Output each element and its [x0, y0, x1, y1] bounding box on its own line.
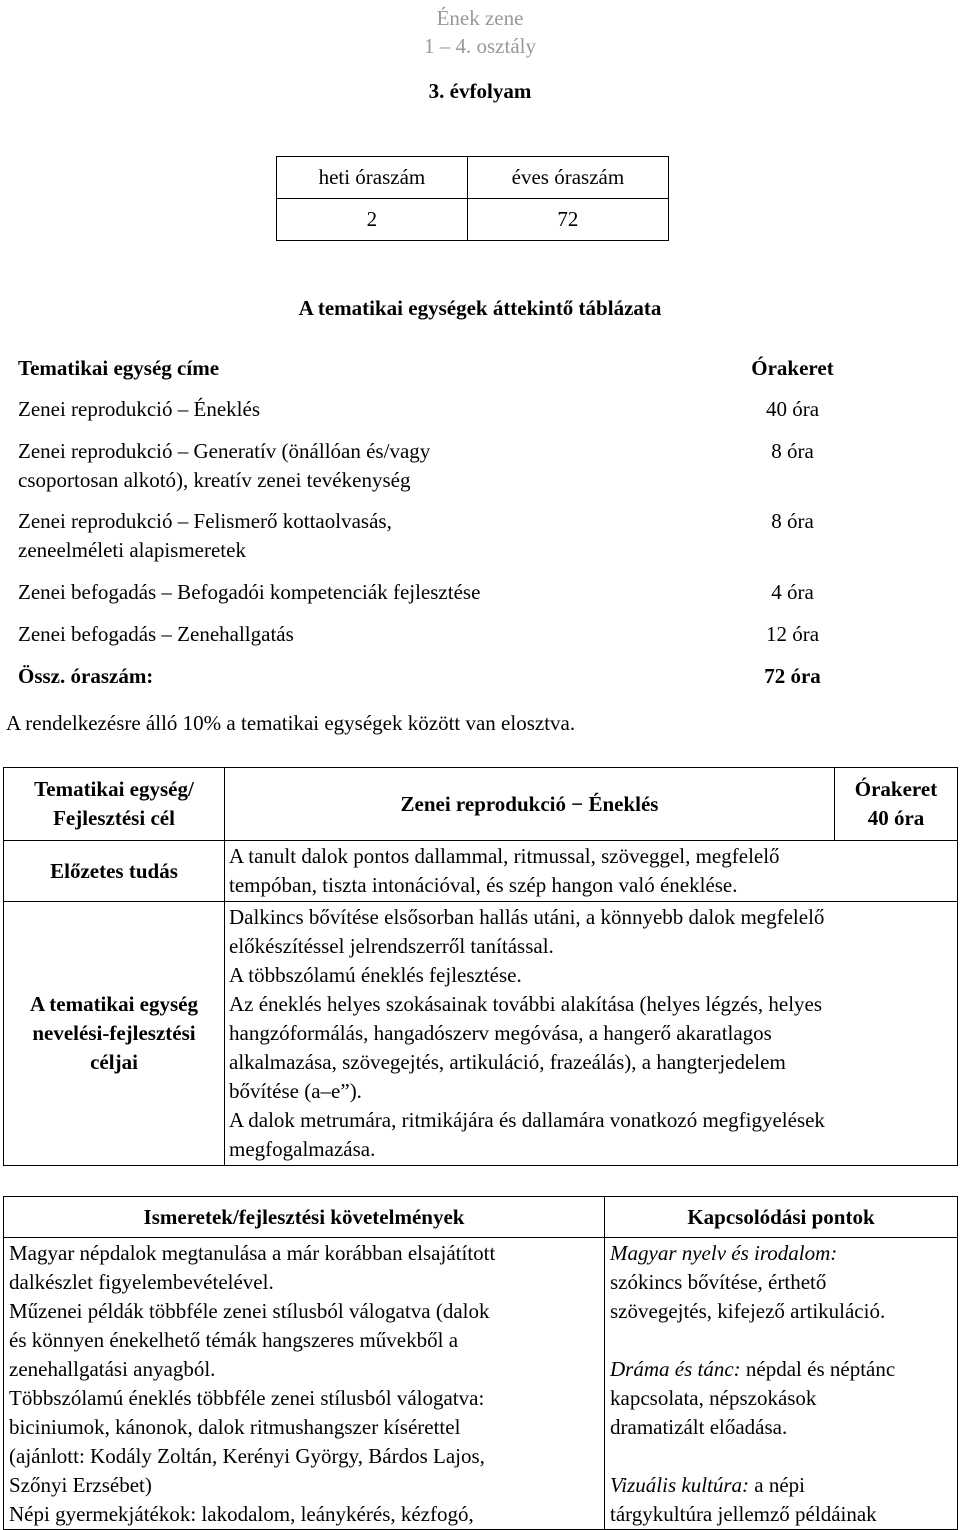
- overview-row-3-line1: Zenei reprodukció – Felismerő kottaolvasás,: [18, 509, 392, 533]
- overview-row-2-hours: 8 óra: [771, 439, 814, 463]
- overview-note: A rendelkezésre álló 10% a tematikai egységek között van elosztva.: [6, 711, 576, 735]
- goal-line: előkészítéssel jelrendszerről tanítással.: [229, 934, 554, 958]
- overview-col-hours: Órakeret: [751, 356, 834, 380]
- overview-row-2-line1: Zenei reprodukció – Generatív (önállóan és/vagy: [18, 439, 431, 463]
- goals-label-line3: céljai: [90, 1050, 138, 1074]
- goal-line: A többszólamú éneklés fejlesztése.: [229, 963, 522, 987]
- overview-total-hours: 72 óra: [764, 664, 821, 688]
- unit-label-cell: [4, 768, 225, 841]
- goal-line: bővítése (a–e”).: [229, 1079, 362, 1103]
- overview-row-3-hours: 8 óra: [771, 509, 814, 533]
- unit-label-line1: Tematikai egység/: [34, 777, 194, 801]
- prior-line-1: A tanult dalok pontos dallammal, ritmussal, szöveggel, megfelelő: [229, 844, 780, 868]
- yearly-hours-label: éves óraszám: [467, 157, 668, 199]
- requirements-col2-header: Kapcsolódási pontok: [605, 1197, 958, 1238]
- goals-label-line2: nevelési-fejlesztési: [32, 1021, 196, 1045]
- header-subject: Ének zene: [436, 6, 524, 30]
- grade-title: 3. évfolyam: [428, 79, 532, 103]
- prior-line-2: tempóban, tiszta intonációval, és szép hangon való éneklése.: [229, 873, 738, 897]
- goals-cell: [225, 902, 958, 1166]
- overview-row-4-hours: 4 óra: [771, 580, 814, 604]
- overview-row-5-hours: 12 óra: [765, 622, 820, 646]
- overview-col-unit: Tematikai egység címe: [18, 356, 220, 380]
- goal-line: megfogalmazása.: [229, 1137, 376, 1161]
- requirement-line: dalkészlet figyelembevételével.: [9, 1270, 274, 1294]
- link-text: népdal és néptánc: [740, 1357, 896, 1381]
- prior-knowledge-cell: [225, 841, 958, 902]
- hours-table: [276, 156, 669, 241]
- weekly-hours-value: 2: [277, 199, 468, 241]
- goal-line: alkalmazása, szövegejtés, artikuláció, frazeálás), a hangterjedelem: [229, 1050, 786, 1074]
- requirement-line: és könnyen énekelhető témák hangszeres művekből a: [9, 1328, 459, 1352]
- link-line: tárgykultúra jellemző példáinak: [610, 1502, 877, 1526]
- link-subject-line: [610, 1355, 952, 1384]
- link-line: szövegejtés, kifejező artikuláció.: [610, 1299, 886, 1323]
- requirements-table: [3, 1196, 958, 1530]
- unit-title: Zenei reprodukció − Éneklés: [225, 768, 835, 841]
- overview-row-5: Zenei befogadás – Zenehallgatás: [18, 622, 294, 646]
- unit-hours-label: Órakeret: [854, 777, 938, 801]
- overview-row-4: Zenei befogadás – Befogadói kompetenciák fejlesztése: [18, 580, 481, 604]
- unit-label-line2: Fejlesztési cél: [53, 806, 175, 830]
- link-subject: Dráma és tánc:: [610, 1357, 741, 1381]
- overview-total-label: Össz. óraszám:: [18, 664, 154, 688]
- goals-label-line1: A tematikai egység: [30, 992, 198, 1016]
- unit-hours-value: 40 óra: [867, 806, 925, 830]
- overview-row-3-line2: zeneelméleti alapismeretek: [18, 538, 246, 562]
- link-subject: Magyar nyelv és irodalom:: [610, 1241, 838, 1265]
- overview-row-1: Zenei reprodukció – Éneklés: [18, 397, 260, 421]
- link-subject-line: [610, 1471, 952, 1500]
- goal-line: hangzóformálás, hangadószerv megóvása, a hangerő akaratlagos: [229, 1021, 772, 1045]
- overview-title: A tematikai egységek áttekintő táblázata: [298, 296, 662, 320]
- link-line: kapcsolata, népszokások: [610, 1386, 817, 1410]
- link-subject-line: [610, 1239, 952, 1268]
- goals-label-cell: [4, 902, 225, 1166]
- goal-line: A dalok metrumára, ritmikájára és dallamára vonatkozó megfigyelések: [229, 1108, 825, 1132]
- requirement-line: (ajánlott: Kodály Zoltán, Kerényi György, Bárdos Lajos,: [9, 1444, 485, 1468]
- yearly-hours-value: 72: [467, 199, 668, 241]
- header-grades: 1 – 4. osztály: [424, 34, 536, 58]
- overview-row-2-line2: csoportosan alkotó), kreatív zenei tevékenység: [18, 468, 411, 492]
- goal-line: Dalkincs bővítése elsősorban hallás utáni, a könnyebb dalok megfelelő: [229, 905, 825, 929]
- requirements-col1-header: Ismeretek/fejlesztési követelmények: [4, 1197, 605, 1238]
- link-line: dramatizált előadása.: [610, 1415, 788, 1439]
- link-subject: Vizuális kultúra:: [610, 1473, 750, 1497]
- unit-table: [3, 767, 958, 1166]
- weekly-hours-label: heti óraszám: [277, 157, 468, 199]
- requirement-line: Többszólamú éneklés többféle zenei stílusból válogatva:: [9, 1386, 485, 1410]
- requirement-line: Szőnyi Erzsébet): [9, 1473, 152, 1497]
- requirement-line: Népi gyermekjátékok: lakodalom, leánykérés, kézfogó,: [9, 1502, 474, 1526]
- unit-hours-cell: [835, 768, 958, 841]
- link-text: a népi: [749, 1473, 806, 1497]
- link-line: szókincs bővítése, érthető: [610, 1270, 827, 1294]
- requirements-col1-cell: [4, 1238, 605, 1530]
- requirements-col2-cell: [605, 1238, 958, 1530]
- requirement-line: zenehallgatási anyagból.: [9, 1357, 216, 1381]
- requirement-line: Műzenei példák többféle zenei stílusból válogatva (dalok: [9, 1299, 490, 1323]
- requirement-line: biciniumok, kánonok, dalok ritmushangszer kísérettel: [9, 1415, 461, 1439]
- goal-line: Az éneklés helyes szokásainak további alakítása (helyes légzés, helyes: [229, 992, 823, 1016]
- requirement-line: Magyar népdalok megtanulása a már korábban elsajátított: [9, 1241, 496, 1265]
- overview-row-1-hours: 40 óra: [765, 397, 820, 421]
- prior-knowledge-label: Előzetes tudás: [4, 841, 225, 902]
